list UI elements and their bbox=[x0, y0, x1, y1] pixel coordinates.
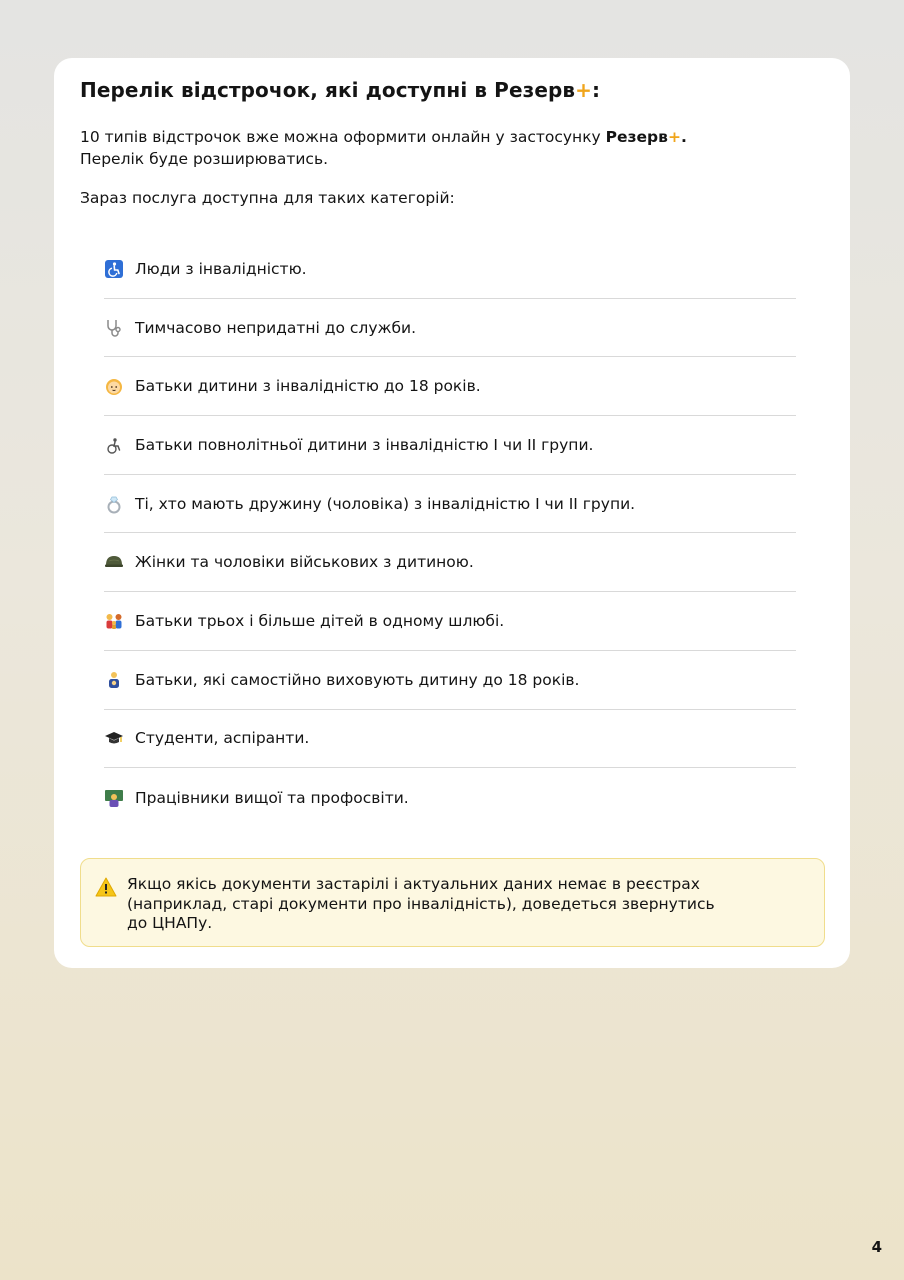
list-item bbox=[104, 768, 796, 827]
warning-text bbox=[127, 875, 715, 934]
wheelchair-icon bbox=[104, 259, 124, 279]
warning-line-1: Якщо якісь документи застарілі і актуальних даних немає в реєстрах bbox=[127, 875, 700, 893]
categories-list bbox=[104, 240, 796, 827]
title-plus: + bbox=[575, 78, 593, 102]
intro-line-2: Перелік буде розширюватись. bbox=[80, 150, 329, 168]
intro-paragraph bbox=[80, 126, 687, 170]
list-item bbox=[104, 299, 796, 358]
warning-callout bbox=[80, 858, 825, 947]
ring-icon bbox=[104, 494, 124, 514]
title-text: Перелік відстрочок, які доступні в Резерв bbox=[80, 78, 576, 102]
intro-dot: . bbox=[680, 128, 687, 146]
warning-line-2: (наприклад, старі документи про інвалідність), доведеться звернутись bbox=[127, 894, 715, 913]
list-item bbox=[104, 416, 796, 475]
category-label: Жінки та чоловіки військових з дитиною. bbox=[135, 553, 474, 572]
baby-icon bbox=[104, 376, 124, 396]
intro-app-name: Резерв bbox=[605, 128, 668, 146]
stethoscope-icon bbox=[104, 318, 124, 338]
intro-text: 10 типів відстрочок вже можна оформити онлайн у застосунку bbox=[80, 128, 606, 146]
graduation-cap-icon bbox=[104, 728, 124, 748]
family-icon bbox=[104, 611, 124, 631]
page-number: 4 bbox=[871, 1238, 882, 1256]
warning-icon bbox=[95, 877, 117, 897]
manual-wheelchair-person-icon bbox=[104, 435, 124, 455]
content-card bbox=[54, 58, 850, 968]
category-label: Люди з інвалідністю. bbox=[135, 259, 307, 278]
list-item bbox=[104, 592, 796, 651]
category-label: Ті, хто мають дружину (чоловіка) з інвалідністю I чи II групи. bbox=[135, 494, 636, 513]
title-colon: : bbox=[592, 78, 601, 102]
category-label: Батьки повнолітньої дитини з інвалідністю I чи II групи. bbox=[135, 435, 594, 454]
category-label: Тимчасово непридатні до служби. bbox=[135, 318, 417, 337]
teacher-icon bbox=[104, 788, 124, 808]
warning-line-3: до ЦНАПу. bbox=[127, 914, 213, 932]
intro-plus: + bbox=[667, 128, 681, 146]
list-item bbox=[104, 240, 796, 299]
categories-lead: Зараз послуга доступна для таких категорій: bbox=[80, 189, 455, 207]
parent-with-child-icon bbox=[104, 670, 124, 690]
page-title bbox=[80, 78, 600, 102]
category-label: Батьки дитини з інвалідністю до 18 років. bbox=[135, 377, 481, 396]
list-item bbox=[104, 475, 796, 534]
category-label: Батьки трьох і більше дітей в одному шлюбі. bbox=[135, 611, 505, 630]
list-item bbox=[104, 533, 796, 592]
category-label: Студенти, аспіранти. bbox=[135, 729, 310, 748]
category-label: Батьки, які самостійно виховують дитину до 18 років. bbox=[135, 670, 580, 689]
category-label: Працівники вищої та профосвіти. bbox=[135, 788, 409, 807]
list-item bbox=[104, 357, 796, 416]
list-item bbox=[104, 710, 796, 769]
military-helmet-icon bbox=[104, 552, 124, 572]
list-item bbox=[104, 651, 796, 710]
